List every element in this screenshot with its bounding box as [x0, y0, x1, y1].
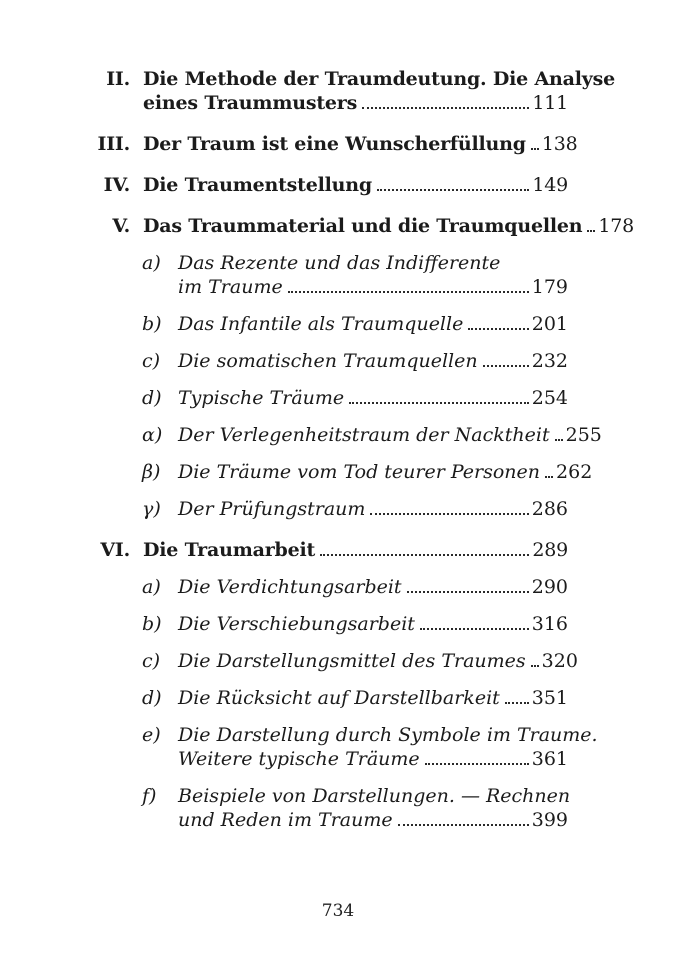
toc-entry-page: 316 — [531, 613, 568, 635]
dot-leader — [362, 107, 529, 109]
toc-entry — [90, 132, 578, 156]
toc-entry-number: γ) — [142, 498, 161, 520]
toc-entry-number: V. — [112, 215, 130, 237]
toc-entry-page: 179 — [531, 276, 568, 298]
dot-leader — [468, 328, 528, 330]
toc-entry-title-line — [178, 460, 593, 484]
toc-entry-number: b) — [142, 313, 162, 335]
toc-entry-number: c) — [142, 350, 161, 372]
toc-entry-page: 254 — [531, 387, 568, 409]
toc-entry — [90, 575, 568, 599]
toc-entry-number: a) — [142, 576, 161, 598]
toc-entry-title: Die Verdichtungsarbeit — [178, 576, 402, 598]
toc-entry-page: 361 — [531, 748, 568, 770]
toc-entry-page: 351 — [531, 687, 568, 709]
toc-entry-page: 320 — [541, 650, 578, 672]
toc-entry-number: d) — [142, 387, 162, 409]
toc-entry-title: Weitere typische Träume — [178, 748, 420, 770]
toc-entry-title: Die Darstellungsmittel des Traumes — [178, 650, 526, 672]
toc-entry-title-line: Die Methode der Traumdeutung. Die Analyse — [143, 68, 615, 90]
toc-entry — [90, 460, 593, 484]
toc-entry-title-line — [178, 747, 568, 771]
toc-entry-body — [178, 349, 568, 373]
toc-entry-page: 286 — [531, 498, 568, 520]
toc-entry-title: Die somatischen Traumquellen — [178, 350, 478, 372]
toc-entry-title-line — [178, 386, 568, 410]
toc-entry-number: II. — [106, 68, 130, 90]
toc-entry — [90, 423, 602, 447]
toc-entry-number: b) — [142, 613, 162, 635]
toc-entry — [90, 784, 571, 832]
dot-leader — [370, 513, 528, 515]
toc-entry-body — [178, 784, 571, 832]
toc-entry-title: Das Infantile als Traumquelle — [178, 313, 464, 335]
toc-entry-number: III. — [97, 133, 130, 155]
dot-leader — [407, 591, 529, 593]
toc-entry-title-line — [143, 173, 568, 197]
dot-leader — [398, 824, 529, 826]
dot-leader — [320, 554, 529, 556]
toc-entry-page: 262 — [556, 461, 593, 483]
toc-entry-title: Der Verlegenheitstraum der Nacktheit — [178, 424, 550, 446]
toc-entry-number: β) — [142, 461, 161, 483]
toc-entry-title-line — [178, 312, 568, 336]
toc-entry-title-line — [143, 214, 635, 238]
toc-entry — [90, 649, 578, 673]
toc-entry-page: 399 — [531, 809, 568, 831]
dot-leader — [349, 402, 529, 404]
toc-entry-body — [178, 686, 568, 710]
toc-entry-body — [178, 723, 598, 771]
toc-entry-number: IV. — [103, 174, 130, 196]
toc-entry-body — [143, 214, 635, 238]
toc-entry-page: 111 — [532, 92, 568, 114]
toc-entry-body — [178, 312, 568, 336]
toc-entry-body — [178, 386, 568, 410]
dot-leader — [420, 628, 529, 630]
toc-entry-title-line — [178, 649, 578, 673]
toc-entry — [90, 349, 568, 373]
toc-entry — [90, 386, 568, 410]
toc-entry-number: c) — [142, 650, 161, 672]
toc-entry-page: 149 — [532, 174, 568, 196]
toc-entry — [90, 312, 568, 336]
toc-entry-page: 290 — [531, 576, 568, 598]
toc-entry — [90, 173, 568, 197]
toc-entry-body — [178, 497, 568, 521]
toc-entry-body — [178, 649, 578, 673]
toc-entry-number: d) — [142, 687, 162, 709]
toc-entry-page: 138 — [541, 133, 578, 155]
toc-entry-title: Die Träume vom Tod teurer Personen — [178, 461, 541, 483]
dot-leader — [505, 702, 529, 704]
toc-entry-body — [178, 612, 568, 636]
toc-entry-title-line: Das Rezente und das Indifferente — [178, 252, 501, 274]
toc-entry-title-line — [178, 612, 568, 636]
toc-entry-number: a) — [142, 252, 161, 274]
toc-entry — [90, 67, 615, 115]
toc-entry-page: 232 — [531, 350, 568, 372]
toc-entry-title-line — [143, 132, 578, 156]
toc-entry-title: Die Traumarbeit — [143, 539, 316, 561]
dot-leader — [531, 148, 539, 150]
toc-entry-number: f) — [142, 785, 157, 807]
toc-entry-body — [178, 575, 568, 599]
toc-entry-title-line — [178, 575, 568, 599]
toc-entry-page: 289 — [532, 539, 568, 561]
dot-leader — [587, 230, 595, 232]
toc-entry-title: und Reden im Traume — [178, 809, 393, 831]
toc-entry-body — [143, 173, 568, 197]
toc-entry-title-line — [178, 686, 568, 710]
toc-entry-title: Der Traum ist eine Wunscherfüllung — [143, 133, 526, 155]
toc-entry-title-line — [143, 91, 568, 115]
toc-entry-title: Typische Träume — [178, 387, 345, 409]
toc-entry-title: im Traume — [178, 276, 283, 298]
toc-entry-body — [143, 132, 578, 156]
toc-entry — [90, 686, 568, 710]
page-number: 734 — [321, 901, 355, 921]
dot-leader — [425, 763, 529, 765]
dot-leader — [288, 291, 529, 293]
dot-leader — [531, 665, 539, 667]
toc-entry-title-line — [178, 275, 568, 299]
toc-entry-body — [178, 251, 568, 299]
toc-entry-page: 201 — [531, 313, 568, 335]
toc-entry-body — [178, 460, 593, 484]
dot-leader — [483, 365, 529, 367]
toc-entry — [90, 214, 635, 238]
toc-entry — [90, 723, 598, 771]
toc-entry-number: α) — [142, 424, 163, 446]
toc-entry-title: Die Verschiebungsarbeit — [178, 613, 415, 635]
toc-entry — [90, 612, 568, 636]
dot-leader — [555, 439, 563, 441]
toc-entry-number: e) — [142, 724, 161, 746]
toc-entry-page: 178 — [598, 215, 635, 237]
toc-entry-title-line: Beispiele von Darstellungen. — Rechnen — [178, 785, 571, 807]
dot-leader — [545, 476, 553, 478]
toc-entry-title: Die Traumentstellung — [143, 174, 372, 196]
toc-entry — [90, 538, 568, 562]
toc-entry-title-line — [178, 497, 568, 521]
toc-entry-body — [178, 423, 602, 447]
page-footer — [0, 901, 676, 921]
toc-entry-title-line — [178, 423, 602, 447]
toc-entry-body — [143, 538, 568, 562]
toc-entry-title-line — [178, 808, 568, 832]
toc-entry-title: Die Rücksicht auf Darstellbarkeit — [178, 687, 500, 709]
toc-entry-body — [143, 67, 615, 115]
table-of-contents — [90, 67, 635, 832]
toc-entry — [90, 251, 568, 299]
toc-entry-title-line: Die Darstellung durch Symbole im Traume. — [178, 724, 598, 746]
dot-leader — [377, 189, 529, 191]
toc-entry-title-line — [178, 349, 568, 373]
toc-entry-number: VI. — [100, 539, 130, 561]
toc-entry-page: 255 — [565, 424, 602, 446]
toc-entry-title-line — [143, 538, 568, 562]
toc-entry — [90, 497, 568, 521]
toc-entry-title: Der Prüfungstraum — [178, 498, 366, 520]
toc-entry-title: eines Traummusters — [143, 92, 358, 114]
toc-entry-title: Das Traummaterial und die Traumquellen — [143, 215, 583, 237]
